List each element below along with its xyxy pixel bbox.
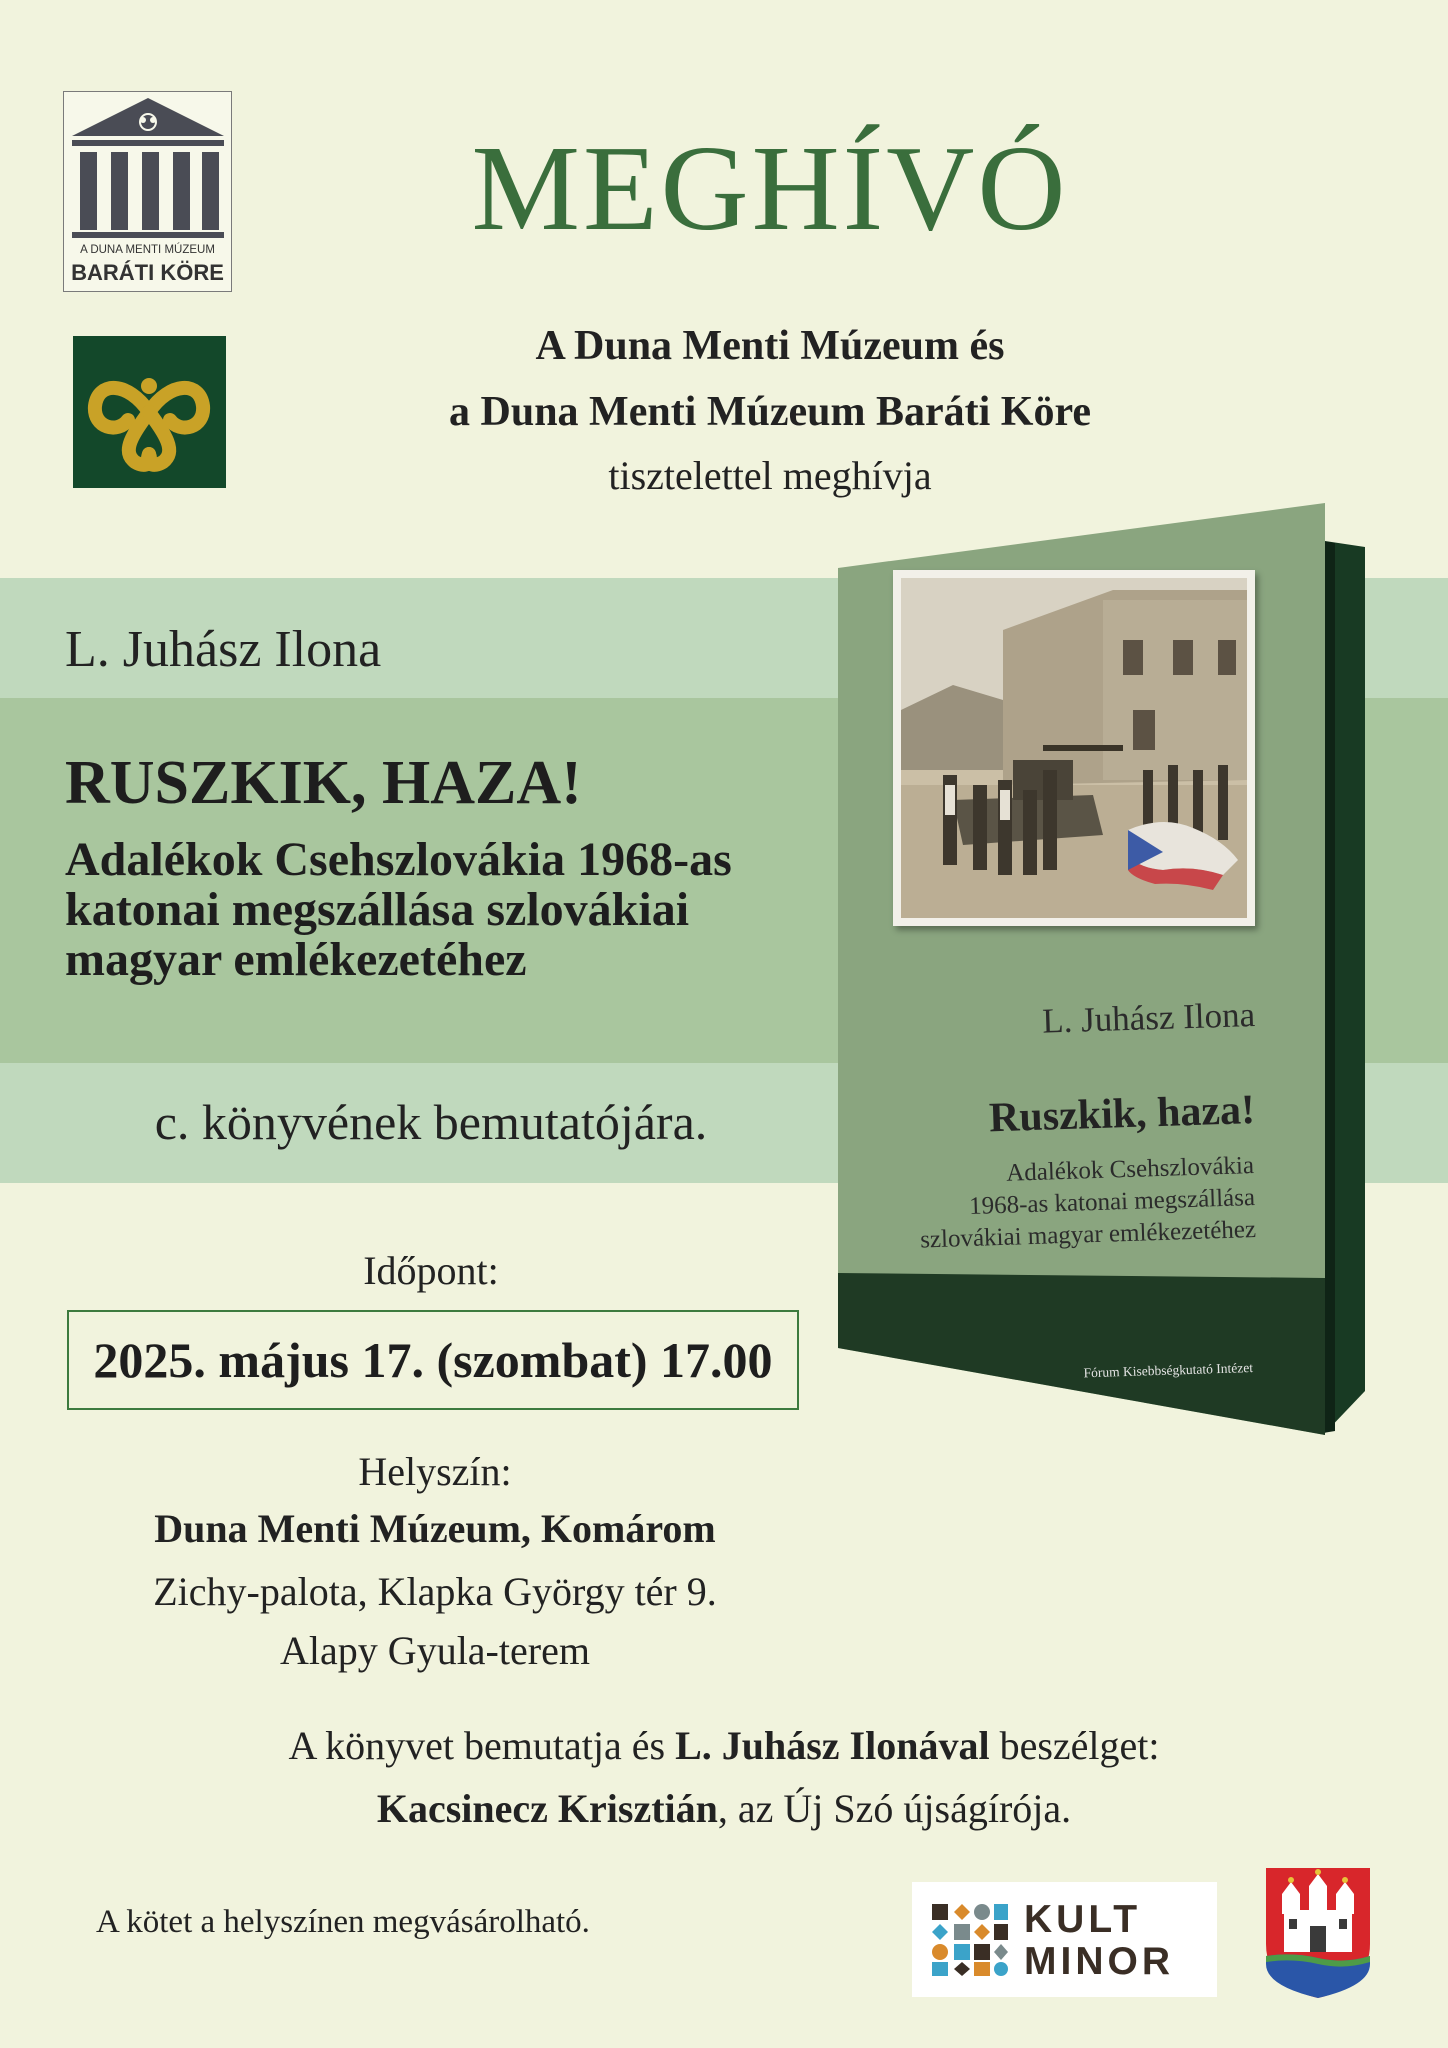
host-line-1: A Duna Menti Múzeum és — [535, 323, 1005, 369]
book-cover-author: L. Juhász Ilona — [1041, 995, 1256, 1041]
location-venue: Duna Menti Múzeum, Komárom — [154, 1506, 716, 1551]
kult-minor-line2: MINOR — [1024, 1940, 1174, 1983]
presenter-name-line — [0, 1785, 1448, 1832]
book-author: L. Juhász Ilona — [65, 621, 382, 678]
komarno-coat-of-arms-icon — [1262, 1864, 1374, 2000]
presenter-line — [0, 1722, 1448, 1769]
book-cover-photo — [893, 570, 1255, 926]
book-cover-subtitle — [879, 1150, 1257, 1258]
book-subtitle-line: magyar emlékezetéhez — [65, 933, 527, 986]
book-cover-subtitle-line: 1968-as katonai megszállása — [968, 1184, 1256, 1220]
book-subtitle-line: katonai megszállása szlovákiai — [65, 883, 690, 936]
presenter-name: Kacsinecz Krisztián — [376, 1786, 718, 1831]
invitation-heading: MEGHÍVÓ — [471, 121, 1069, 256]
presenter-role: , az Új Szó újságírója. — [717, 1786, 1072, 1831]
book-subtitle-line: Adalékok Csehszlovákia 1968-as — [65, 833, 732, 886]
book-cover-publisher: Fórum Kisebbségkutató Intézet — [1083, 1360, 1254, 1381]
book-subtitle — [65, 835, 845, 985]
kult-minor-pattern-icon — [930, 1902, 1010, 1978]
event-datetime: 2025. május 17. (szombat) 17.00 — [67, 1310, 799, 1410]
museum-emblem — [73, 336, 226, 488]
location-label: Helyszín: — [358, 1449, 512, 1494]
kult-minor-logo — [912, 1882, 1217, 1997]
club-logo-line1: A DUNA MENTI MÚZEUM — [80, 244, 215, 256]
museum-club-logo — [63, 91, 232, 292]
club-logo-line2: BARÁTI KÖRE — [71, 260, 224, 285]
book-presentation-suffix: c. könyvének bemutatójára. — [154, 1094, 708, 1150]
museum-ornament-icon — [73, 336, 226, 488]
kult-minor-line1: KULT — [1024, 1898, 1142, 1941]
presenter-line-pre: A könyvet bemutatja és — [288, 1723, 676, 1768]
book-cover-title: Ruszkik, haza! — [988, 1087, 1256, 1142]
presenter-author-name: L. Juhász Ilonával — [675, 1723, 990, 1768]
book-cover-subtitle-line: Adalékok Csehszlovákia — [1005, 1152, 1255, 1187]
host-line-2: a Duna Menti Múzeum Baráti Köre — [449, 389, 1091, 435]
purchase-note: A kötet a helyszínen megvásárolható. — [96, 1904, 590, 1940]
book-title: RUSZKIK, HAZA! — [65, 749, 582, 817]
location-room: Alapy Gyula-terem — [280, 1628, 590, 1673]
museum-building-icon — [64, 92, 233, 242]
host-line-3: tisztelettel meghívja — [608, 453, 932, 498]
time-label: Időpont: — [363, 1248, 499, 1293]
location-address: Zichy-palota, Klapka György tér 9. — [153, 1569, 717, 1614]
book-cover-subtitle-line: szlovákiai magyar emlékezetéhez — [919, 1215, 1257, 1254]
presenter-line-post: beszélget: — [989, 1723, 1160, 1768]
